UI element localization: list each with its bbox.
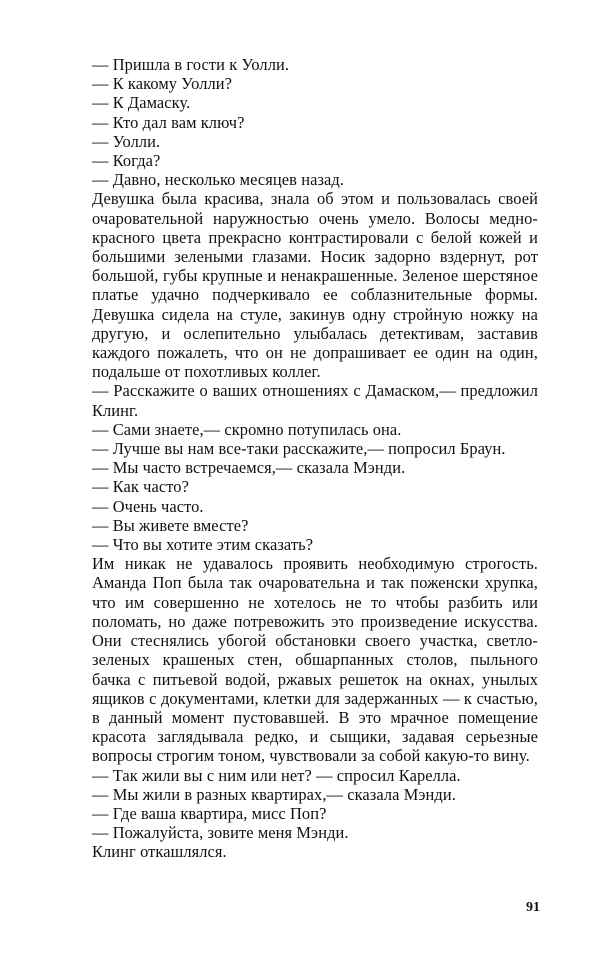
narrative-paragraph: Клинг откашлялся. bbox=[92, 842, 227, 862]
body-text bbox=[92, 55, 538, 862]
narrative-paragraph: Девушка была красива, знала об этом и пользовалась своей очаровательной наружностью очень умело. Волосы медно-красного цвета прекрасно контрастировали с белой кожей и большими зелеными глазами. Носик задорно вздернут, рот большой, губы крупные и ненакрашенные. Зеленое шерстяное платье удачно подчеркивало ее соблазнительные формы. Девушка сидела на стуле, закинув одну стройную ножку на другую, и ослепительно улыбалась детективам, заставив каждого пожалеть, что он не допрашивает ее один на один, подальше от похотливых коллег. bbox=[92, 189, 538, 382]
dialogue-line: — Где ваша квартира, мисс Поп? bbox=[92, 803, 327, 823]
dialogue-line: — Когда? bbox=[92, 151, 161, 171]
dialogue-line: — Вы живете вместе? bbox=[92, 515, 249, 535]
dialogue-line: — Уолли. bbox=[92, 131, 161, 151]
page-number: 91 bbox=[526, 900, 540, 915]
dialogue-line: — К Дамаску. bbox=[92, 93, 191, 113]
dialogue-line: — Сами знаете,— скромно потупилась она. bbox=[92, 419, 402, 439]
dialogue-line: — Расскажите о ваших отношениях с Дамаском,— предложил Клинг. bbox=[92, 381, 538, 420]
dialogue-line: — Лучше вы нам все-таки расскажите,— попросил Браун. bbox=[92, 439, 506, 459]
dialogue-line: — К какому Уолли? bbox=[92, 74, 233, 94]
dialogue-line: — Мы жили в разных квартирах,— сказала Мэнди. bbox=[92, 784, 456, 804]
dialogue-line: — Мы часто встречаемся,— сказала Мэнди. bbox=[92, 458, 406, 478]
dialogue-line: — Давно, несколько месяцев назад. bbox=[92, 170, 345, 190]
dialogue-line: — Так жили вы с ним или нет? — спросил Карелла. bbox=[92, 765, 461, 785]
dialogue-line: — Как часто? bbox=[92, 477, 189, 497]
narrative-paragraph: Им никак не удавалось проявить необходимую строгость. Аманда Поп была так очаровательна и так поженски хрупка, что им совершенно не хотелось не то чтобы разбить или поломать, но даже потревожить это произведение искусства. Они стеснялись убогой обстановки своего участка, светло-зеленых крашеных стен, обшарпанных столов, пыльного бачка с питьевой водой, ржавых решеток на окнах, унылых ящиков с документами, клетки для задержанных — к счастью, в данный момент пустовавшей. В это мрачное помещение красота заглядывала редко, и сыщики, задавая серьезные вопросы строгим тоном, чувствовали за собой какую-то вину. bbox=[92, 554, 538, 766]
dialogue-line: — Пришла в гости к Уолли. bbox=[92, 55, 290, 74]
dialogue-line: — Кто дал вам ключ? bbox=[92, 112, 245, 132]
dialogue-line: — Очень часто. bbox=[92, 496, 204, 516]
dialogue-line: — Пожалуйста, зовите меня Мэнди. bbox=[92, 823, 349, 843]
dialogue-line: — Что вы хотите этим сказать? bbox=[92, 535, 314, 555]
